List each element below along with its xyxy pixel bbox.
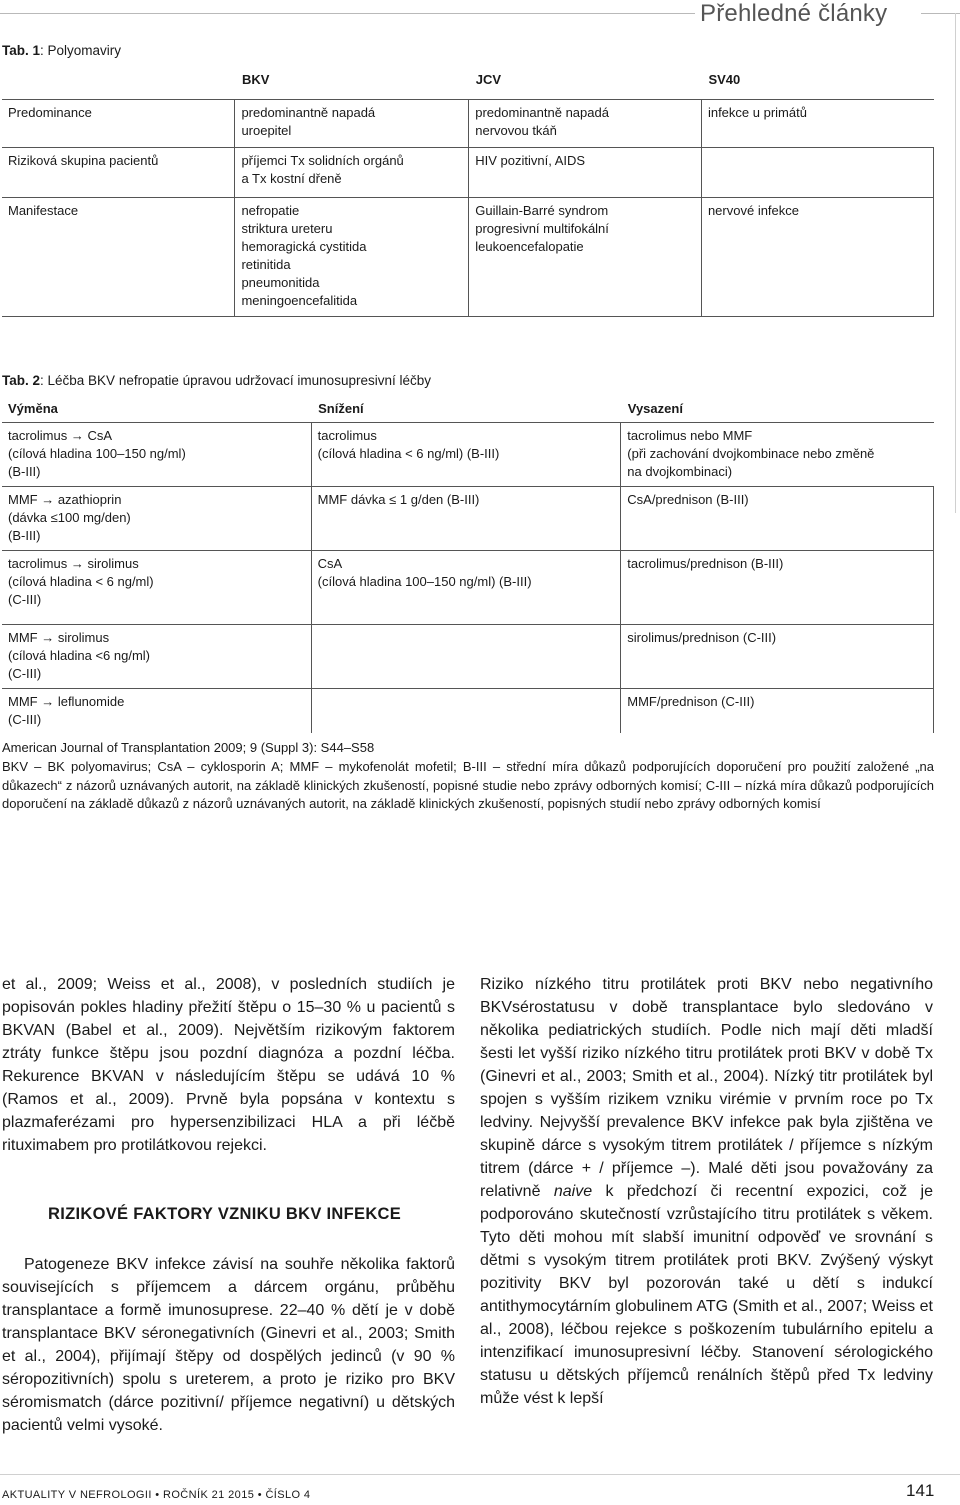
page-number: 141 bbox=[906, 1481, 935, 1500]
header-rule-left bbox=[0, 13, 695, 14]
table2-cell: MMF → azathioprin (dávka ≤100 mg/den) (B-III) bbox=[2, 487, 311, 551]
table-row bbox=[2, 551, 934, 625]
table1-cell: Riziková skupina pacientů bbox=[2, 148, 235, 198]
table1-header-cell: SV40 bbox=[701, 65, 933, 100]
table2-caption-text: : Léčba BKV nefropatie úpravou udržovací imunosupresivní léčby bbox=[40, 373, 431, 388]
table1-cell bbox=[701, 148, 933, 198]
table1-cell: HIV pozitivní, AIDS bbox=[469, 148, 702, 198]
table2-cell: CsA (cílová hladina 100–150 ng/ml) (B-III) bbox=[311, 551, 621, 625]
body-paragraph-left-1: et al., 2009; Weiss et al., 2008), v posledních studiích je popisován pokles hladiny přežití štěpu o 15–30 % u pacientů s BKVAN (Babel et al., 2009). Největším rizikovým faktorem ztráty funkce štěpu jsou pozdní diagnóza a pozdní léčba. Rekurence BKVAN v následujícím štěpu se udává 10 % (Ramos et al., 2009). Prvně byla popsána v kontextu s plazmaferézami pro hypersenzibilizaci HLA a při léčbě rituximabem pro protilátkovou rejekci. bbox=[2, 976, 455, 1154]
table2-cell: MMF dávka ≤ 1 g/den (B-III) bbox=[311, 487, 621, 551]
footer-separator: • bbox=[257, 1489, 262, 1501]
table2-cell: tacrolimus/prednison (B-III) bbox=[621, 551, 934, 625]
section-title: Přehledné články bbox=[700, 0, 888, 27]
table2-cell: MMF → leflunomide (C-III) bbox=[2, 689, 311, 734]
table1-caption bbox=[2, 43, 121, 58]
table1-cell: infekce u primátů bbox=[701, 100, 933, 148]
table-row bbox=[2, 625, 934, 689]
table2-abbreviations: BKV – BK polyomavirus; CsA – cyklosporin A; MMF – mykofenolát mofetil; B-III – střední míra důkazů podporujících doporučení pro použití založené „na důkazech“ z názorů uznávaných autorit, na základě klinických zkušeností, popisné studie nebo zprávy odborných komisí; C-III – nízká míra důkazů podporujících doporučení na základě důkazů z názorů uznávaných autorit, na základě klinických zkušeností, popisných studií nebo zprávy odborných komisí bbox=[2, 759, 934, 811]
table2-caption-label: Tab. 2 bbox=[2, 373, 41, 388]
footer-rule bbox=[0, 1474, 960, 1475]
table2-cell: tacrolimus (cílová hladina < 6 ng/ml) (B-III) bbox=[311, 423, 621, 487]
table2-cell: sirolimus/prednison (C-III) bbox=[621, 625, 934, 689]
table2-cell bbox=[311, 625, 621, 689]
table2-header-row bbox=[2, 398, 934, 423]
table2-header-cell: Vysazení bbox=[621, 398, 934, 423]
table2-cell bbox=[311, 689, 621, 734]
bkv-treatment-table bbox=[2, 398, 934, 733]
table1-header-cell bbox=[2, 65, 235, 100]
table2-source: American Journal of Transplantation 2009; 9 (Suppl 3): S44–S58 bbox=[2, 740, 375, 755]
table-row bbox=[2, 100, 934, 148]
body-text: k předchozí či recentní expozici, což je podporováno skutečností vzrůstajícího titru protilátek s věkem. Tyto děti mohou mít slabší imunitní odpověď ve srovnání s dětmi s vysokým titrem protilátek proti BKV. Zvýšený výskyt pozitivity BKV byl pozorován také u dětí s indukcí antithymocytárním globulinem ATG (Smith et al., 2007; Weiss et al., 2008), léčbou rejekce s poškozením tubulárního epitelu a intenzifikací imunosupresivní léčby. Stanovení sérologického statusu u dětských příjemců renálních štěpů před Tx ledviny může vést k lepší bbox=[480, 1183, 933, 1407]
table1-cell: Guillain-Barré syndrom progresivní multifokální leukoencefalopatie bbox=[469, 198, 702, 317]
table1-cell: nervové infekce bbox=[701, 198, 933, 317]
footer-journal: AKTUALITY V NEFROLOGII bbox=[2, 1489, 152, 1501]
table-row bbox=[2, 423, 934, 487]
table2-cell: MMF/prednison (C-III) bbox=[621, 689, 934, 734]
margin-rule bbox=[955, 13, 956, 513]
footer-volume: ROČNÍK 21 bbox=[163, 1489, 225, 1501]
table1-header-cell: JCV bbox=[469, 65, 702, 100]
table1-cell: nefropatie striktura ureteru hemoragická cystitida retinitida pneumonitida meningoencefalitida bbox=[235, 198, 469, 317]
section-heading: RIZIKOVÉ FAKTORY VZNIKU BKV INFEKCE bbox=[48, 1205, 402, 1223]
table1-cell: predominantně napadá uroepitel bbox=[235, 100, 469, 148]
table2-header-cell: Výměna bbox=[2, 398, 311, 423]
table-row bbox=[2, 148, 934, 198]
footer-separator: • bbox=[155, 1489, 160, 1501]
table2-cell: tacrolimus nebo MMF (při zachování dvojkombinace nebo změně na dvojkombinaci) bbox=[621, 423, 934, 487]
table1-caption-label: Tab. 1 bbox=[2, 43, 41, 58]
table2-cell: tacrolimus → sirolimus (cílová hladina < 6 ng/ml) (C-III) bbox=[2, 551, 311, 625]
table2-cell: tacrolimus → CsA (cílová hladina 100–150 ng/ml) (B-III) bbox=[2, 423, 311, 487]
table-row bbox=[2, 689, 934, 734]
polyomavirus-table bbox=[2, 65, 934, 317]
table1-cell: Predominance bbox=[2, 100, 235, 148]
table1-cell: příjemci Tx solidních orgánů a Tx kostní dřeně bbox=[235, 148, 469, 198]
table1-cell: Manifestace bbox=[2, 198, 235, 317]
table1-header-cell: BKV bbox=[235, 65, 469, 100]
table1-cell: predominantně napadá nervovou tkáň bbox=[469, 100, 702, 148]
footer-issue: ČÍSLO 4 bbox=[265, 1489, 311, 1501]
body-text: Riziko nízkého titru protilátek proti BKV nebo negativního BKVsérostatusu v době transplantace bylo sledováno v několika pediatrických studiích. Podle nich mají děti mladší šesti let vyšší riziko nízkého titru protilátek proti BKV v době Tx (Ginevri et al., 2003; Smith et al., 2004). Nízký titr protilátek byl spojen s vyšším rizikem vzniku virémie v prvním roce po Tx ledviny. Nejvyšší prevalence BKV infekce pak byla zjištěna ve skupině dárce s vysokým titrem protilátek / příjemce s nízkým titrem (dárce + / příjemce –). Malé děti jsou považovány za relativně bbox=[480, 976, 933, 1200]
table2-cell: MMF → sirolimus (cílová hladina <6 ng/ml) (C-III) bbox=[2, 625, 311, 689]
table2-caption bbox=[2, 373, 431, 388]
table2-header-cell: Snížení bbox=[311, 398, 621, 423]
table-row bbox=[2, 198, 934, 317]
body-paragraph-right bbox=[480, 973, 933, 1410]
footer-year: 2015 bbox=[228, 1489, 255, 1501]
table2-cell: CsA/prednison (B-III) bbox=[621, 487, 934, 551]
table1-header-row bbox=[2, 65, 934, 100]
body-paragraph-left-2: Patogeneze BKV infekce závisí na souhře několika faktorů souvisejících s příjemcem a dárcem orgánu, průběhu transplantace a formě imunosuprese. 22–40 % dětí je v době transplantace BKV séronegativních (Ginevri et al., 2003; Smith et al., 2004), přijímají štěpy od dospělých jedinců (v 90 % séropozitivních) spolu s ureterem, a proto je riziko pro BKV séromismatch (dárce pozitivní/ příjemce negativní) u dětských pacientů velmi vysoké. bbox=[2, 1256, 455, 1434]
body-text-italic: naive bbox=[553, 1183, 593, 1200]
table-row bbox=[2, 487, 934, 551]
table1-caption-text: : Polyomaviry bbox=[40, 43, 122, 58]
footer-journal-info bbox=[2, 1489, 310, 1501]
